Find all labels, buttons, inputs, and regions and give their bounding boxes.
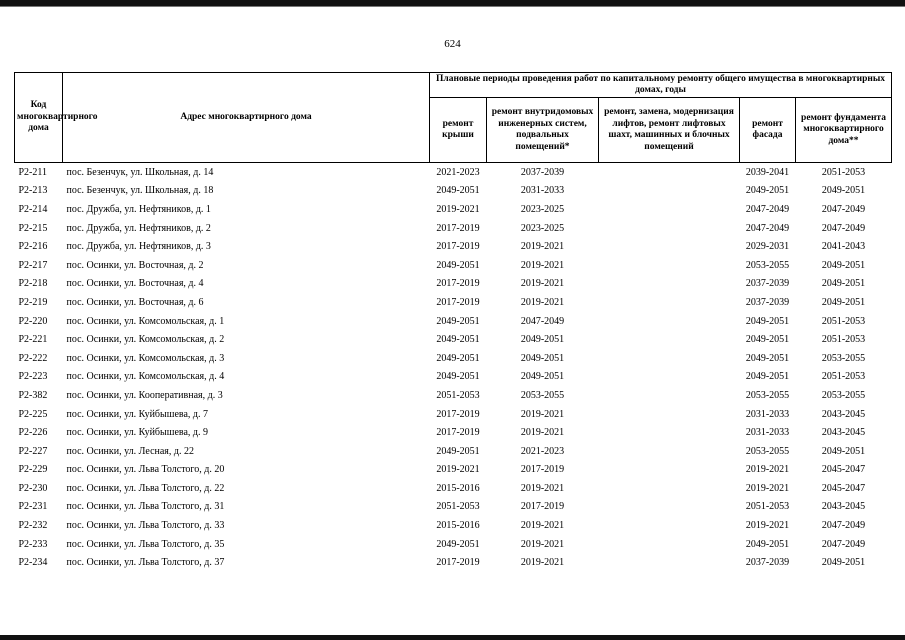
- cell-facade: 2047-2049: [745, 222, 790, 234]
- cell-foundation: 2047-2049: [821, 538, 866, 550]
- cell-code: Р2-234: [18, 557, 48, 569]
- cell-foundation: 2043-2045: [821, 408, 866, 420]
- cell-address: пос. Осинки, ул. Льва Толстого, д. 37: [66, 557, 225, 569]
- cell-foundation: 2051-2053: [821, 371, 866, 383]
- table-row: [15, 535, 892, 554]
- cell-address: пос. Осинки, ул. Восточная, д. 2: [66, 259, 204, 271]
- header-address: Адрес многоквартирного дома: [63, 73, 430, 163]
- cell-code: Р2-225: [18, 408, 48, 420]
- cell-facade: 2047-2049: [745, 203, 790, 215]
- cell-code: Р2-229: [18, 464, 48, 476]
- cell-roof: 2049-2051: [436, 445, 480, 457]
- cell-roof: 2049-2051: [436, 352, 480, 364]
- cell-internal-systems: 2019-2021: [520, 538, 565, 550]
- header-lifts: ремонт, замена, модернизация лифтов, ремонт лифтовых шахт, машинных и блочных помещений: [599, 98, 740, 163]
- cell-internal-systems: 2031-2033: [520, 185, 565, 197]
- cell-facade: 2049-2051: [745, 538, 790, 550]
- cell-code: Р2-230: [18, 482, 48, 494]
- cell-code: Р2-211: [18, 166, 48, 178]
- cell-facade: 2029-2031: [745, 241, 790, 253]
- cell-lifts: [599, 423, 740, 442]
- cell-internal-systems: 2049-2051: [520, 352, 565, 364]
- cell-foundation: 2043-2045: [821, 501, 866, 513]
- cell-address: пос. Осинки, ул. Куйбышева, д. 7: [66, 408, 208, 420]
- cell-lifts: [599, 312, 740, 331]
- cell-roof: 2049-2051: [436, 185, 480, 197]
- cell-lifts: [599, 553, 740, 572]
- cell-roof: 2015-2016: [436, 520, 480, 532]
- cell-internal-systems: 2037-2039: [520, 166, 565, 178]
- cell-facade: 2031-2033: [745, 427, 790, 439]
- cell-facade: 2037-2039: [745, 278, 790, 290]
- header-code: Код многоквартирного дома: [15, 73, 63, 163]
- cell-roof: 2051-2053: [436, 389, 480, 401]
- cell-address: пос. Дружба, ул. Нефтяников, д. 3: [66, 241, 211, 253]
- cell-foundation: 2049-2051: [821, 445, 866, 457]
- cell-facade: 2019-2021: [745, 482, 790, 494]
- table-row: [15, 219, 892, 238]
- cell-address: пос. Осинки, ул. Восточная, д. 4: [66, 278, 204, 290]
- cell-internal-systems: 2049-2051: [520, 334, 565, 346]
- cell-internal-systems: 2053-2055: [520, 389, 565, 401]
- cell-internal-systems: 2019-2021: [520, 427, 565, 439]
- cell-roof: 2019-2021: [436, 203, 480, 215]
- cell-internal-systems: 2047-2049: [520, 315, 565, 327]
- table-row: [15, 293, 892, 312]
- cell-lifts: [599, 237, 740, 256]
- cell-foundation: 2049-2051: [821, 185, 866, 197]
- cell-internal-systems: 2019-2021: [520, 482, 565, 494]
- cell-internal-systems: 2019-2021: [520, 259, 565, 271]
- cell-roof: 2049-2051: [436, 538, 480, 550]
- cell-internal-systems: 2017-2019: [520, 464, 565, 476]
- cell-code: Р2-219: [18, 296, 48, 308]
- table-row: [15, 461, 892, 480]
- cell-lifts: [599, 349, 740, 368]
- cell-foundation: 2047-2049: [821, 222, 866, 234]
- cell-code: Р2-218: [18, 278, 48, 290]
- cell-roof: 2051-2053: [436, 501, 480, 513]
- table-row: [15, 386, 892, 405]
- cell-code: Р2-226: [18, 427, 48, 439]
- cell-roof: 2049-2051: [436, 259, 480, 271]
- cell-facade: 2049-2051: [745, 334, 790, 346]
- cell-lifts: [599, 182, 740, 201]
- cell-foundation: 2043-2045: [821, 427, 866, 439]
- cell-roof: 2017-2019: [436, 222, 480, 234]
- page-number: 624: [444, 38, 461, 50]
- cell-lifts: [599, 219, 740, 238]
- cell-facade: 2053-2055: [745, 445, 790, 457]
- bottom-border: [0, 635, 905, 640]
- cell-code: Р2-227: [18, 445, 48, 457]
- cell-foundation: 2045-2047: [821, 482, 866, 494]
- cell-foundation: 2051-2053: [821, 315, 866, 327]
- table-row: [15, 275, 892, 294]
- table-row: [15, 553, 892, 572]
- cell-facade: 2049-2051: [745, 352, 790, 364]
- cell-lifts: [599, 368, 740, 387]
- cell-foundation: 2041-2043: [821, 241, 866, 253]
- cell-code: Р2-220: [18, 315, 48, 327]
- cell-facade: 2049-2051: [745, 371, 790, 383]
- top-border-shadow: [0, 6, 905, 7]
- cell-roof: 2049-2051: [436, 334, 480, 346]
- cell-address: пос. Дружба, ул. Нефтяников, д. 1: [66, 203, 211, 215]
- table-row: [15, 200, 892, 219]
- cell-lifts: [599, 386, 740, 405]
- cell-code: Р2-232: [18, 520, 48, 532]
- cell-facade: 2051-2053: [745, 501, 790, 513]
- cell-lifts: [599, 256, 740, 275]
- cell-internal-systems: 2023-2025: [520, 222, 565, 234]
- cell-internal-systems: 2049-2051: [520, 371, 565, 383]
- cell-roof: 2017-2019: [436, 278, 480, 290]
- cell-code: Р2-216: [18, 241, 48, 253]
- cell-address: пос. Осинки, ул. Льва Толстого, д. 35: [66, 538, 225, 550]
- cell-facade: 2049-2051: [745, 185, 790, 197]
- cell-code: Р2-223: [18, 371, 48, 383]
- table-row: [15, 237, 892, 256]
- cell-roof: 2015-2016: [436, 482, 480, 494]
- cell-roof: 2049-2051: [436, 371, 480, 383]
- cell-lifts: [599, 442, 740, 461]
- cell-lifts: [599, 405, 740, 424]
- cell-facade: 2019-2021: [745, 464, 790, 476]
- cell-foundation: 2047-2049: [821, 203, 866, 215]
- cell-address: пос. Осинки, ул. Льва Толстого, д. 20: [66, 464, 225, 476]
- cell-address: пос. Осинки, ул. Льва Толстого, д. 31: [66, 501, 225, 513]
- cell-lifts: [599, 516, 740, 535]
- cell-address: пос. Осинки, ул. Комсомольская, д. 4: [66, 371, 225, 383]
- cell-internal-systems: 2019-2021: [520, 520, 565, 532]
- header-internal-systems: ремонт внутридомовых инженерных систем, подвальных помещений*: [487, 98, 599, 163]
- cell-facade: 2053-2055: [745, 259, 790, 271]
- cell-lifts: [599, 535, 740, 554]
- cell-facade: 2037-2039: [745, 557, 790, 569]
- cell-lifts: [599, 461, 740, 480]
- cell-lifts: [599, 479, 740, 498]
- cell-address: пос. Осинки, ул. Лесная, д. 22: [66, 445, 194, 457]
- cell-facade: 2049-2051: [745, 315, 790, 327]
- cell-roof: 2021-2023: [436, 166, 480, 178]
- cell-address: пос. Осинки, ул. Льва Толстого, д. 22: [66, 482, 225, 494]
- cell-facade: 2019-2021: [745, 520, 790, 532]
- cell-address: пос. Осинки, ул. Комсомольская, д. 3: [66, 352, 225, 364]
- cell-address: пос. Безенчук, ул. Школьная, д. 18: [66, 185, 214, 197]
- table-body: [15, 163, 892, 573]
- cell-code: Р2-382: [18, 389, 48, 401]
- cell-foundation: 2049-2051: [821, 278, 866, 290]
- cell-address: пос. Осинки, ул. Кооперативная, д. 3: [66, 389, 223, 401]
- cell-foundation: 2047-2049: [821, 520, 866, 532]
- cell-foundation: 2051-2053: [821, 334, 866, 346]
- cell-foundation: 2049-2051: [821, 557, 866, 569]
- cell-lifts: [599, 163, 740, 182]
- cell-code: Р2-215: [18, 222, 48, 234]
- cell-internal-systems: 2019-2021: [520, 557, 565, 569]
- cell-foundation: 2049-2051: [821, 259, 866, 271]
- cell-foundation: 2053-2055: [821, 389, 866, 401]
- cell-internal-systems: 2023-2025: [520, 203, 565, 215]
- cell-foundation: 2053-2055: [821, 352, 866, 364]
- cell-roof: 2017-2019: [436, 241, 480, 253]
- cell-internal-systems: 2021-2023: [520, 445, 565, 457]
- cell-address: пос. Осинки, ул. Комсомольская, д. 2: [66, 334, 225, 346]
- table-row: [15, 163, 892, 182]
- cell-address: пос. Осинки, ул. Льва Толстого, д. 33: [66, 520, 225, 532]
- cell-address: пос. Осинки, ул. Комсомольская, д. 1: [66, 315, 225, 327]
- cell-roof: 2049-2051: [436, 315, 480, 327]
- header-planned-periods: Плановые периоды проведения работ по капитальному ремонту общего имущества в многоквартирных домах, годы: [430, 73, 892, 98]
- table-row: [15, 423, 892, 442]
- header-foundation: ремонт фундамента многоквартирного дома**: [796, 98, 892, 163]
- table-row: [15, 368, 892, 387]
- cell-code: Р2-231: [18, 501, 48, 513]
- table-row: [15, 349, 892, 368]
- cell-code: Р2-217: [18, 259, 48, 271]
- cell-code: Р2-214: [18, 203, 48, 215]
- cell-facade: 2031-2033: [745, 408, 790, 420]
- cell-address: пос. Безенчук, ул. Школьная, д. 14: [66, 166, 214, 178]
- table-row: [15, 479, 892, 498]
- cell-facade: 2037-2039: [745, 296, 790, 308]
- cell-code: Р2-222: [18, 352, 48, 364]
- table-row: [15, 312, 892, 331]
- table-row: [15, 256, 892, 275]
- cell-facade: 2039-2041: [745, 166, 790, 178]
- table-row: [15, 182, 892, 201]
- cell-lifts: [599, 275, 740, 294]
- cell-lifts: [599, 293, 740, 312]
- cell-address: пос. Осинки, ул. Восточная, д. 6: [66, 296, 204, 308]
- cell-internal-systems: 2019-2021: [520, 296, 565, 308]
- cell-lifts: [599, 330, 740, 349]
- header-facade: ремонт фасада: [740, 98, 796, 163]
- cell-facade: 2053-2055: [745, 389, 790, 401]
- cell-internal-systems: 2019-2021: [520, 278, 565, 290]
- cell-roof: 2017-2019: [436, 557, 480, 569]
- cell-code: Р2-233: [18, 538, 48, 550]
- cell-roof: 2017-2019: [436, 427, 480, 439]
- cell-internal-systems: 2019-2021: [520, 241, 565, 253]
- table-row: [15, 405, 892, 424]
- table-row: [15, 442, 892, 461]
- cell-internal-systems: 2017-2019: [520, 501, 565, 513]
- cell-address: пос. Осинки, ул. Куйбышева, д. 9: [66, 427, 208, 439]
- table-row: [15, 516, 892, 535]
- cell-code: Р2-221: [18, 334, 48, 346]
- table-row: [15, 330, 892, 349]
- cell-foundation: 2049-2051: [821, 296, 866, 308]
- cell-internal-systems: 2019-2021: [520, 408, 565, 420]
- cell-roof: 2017-2019: [436, 296, 480, 308]
- cell-roof: 2019-2021: [436, 464, 480, 476]
- cell-foundation: 2051-2053: [821, 166, 866, 178]
- table-row: [15, 498, 892, 517]
- repair-schedule-table: [14, 72, 892, 572]
- cell-lifts: [599, 498, 740, 517]
- cell-lifts: [599, 200, 740, 219]
- cell-foundation: 2045-2047: [821, 464, 866, 476]
- cell-roof: 2017-2019: [436, 408, 480, 420]
- cell-code: Р2-213: [18, 185, 48, 197]
- cell-address: пос. Дружба, ул. Нефтяников, д. 2: [66, 222, 211, 234]
- header-roof: ремонт крыши: [430, 98, 487, 163]
